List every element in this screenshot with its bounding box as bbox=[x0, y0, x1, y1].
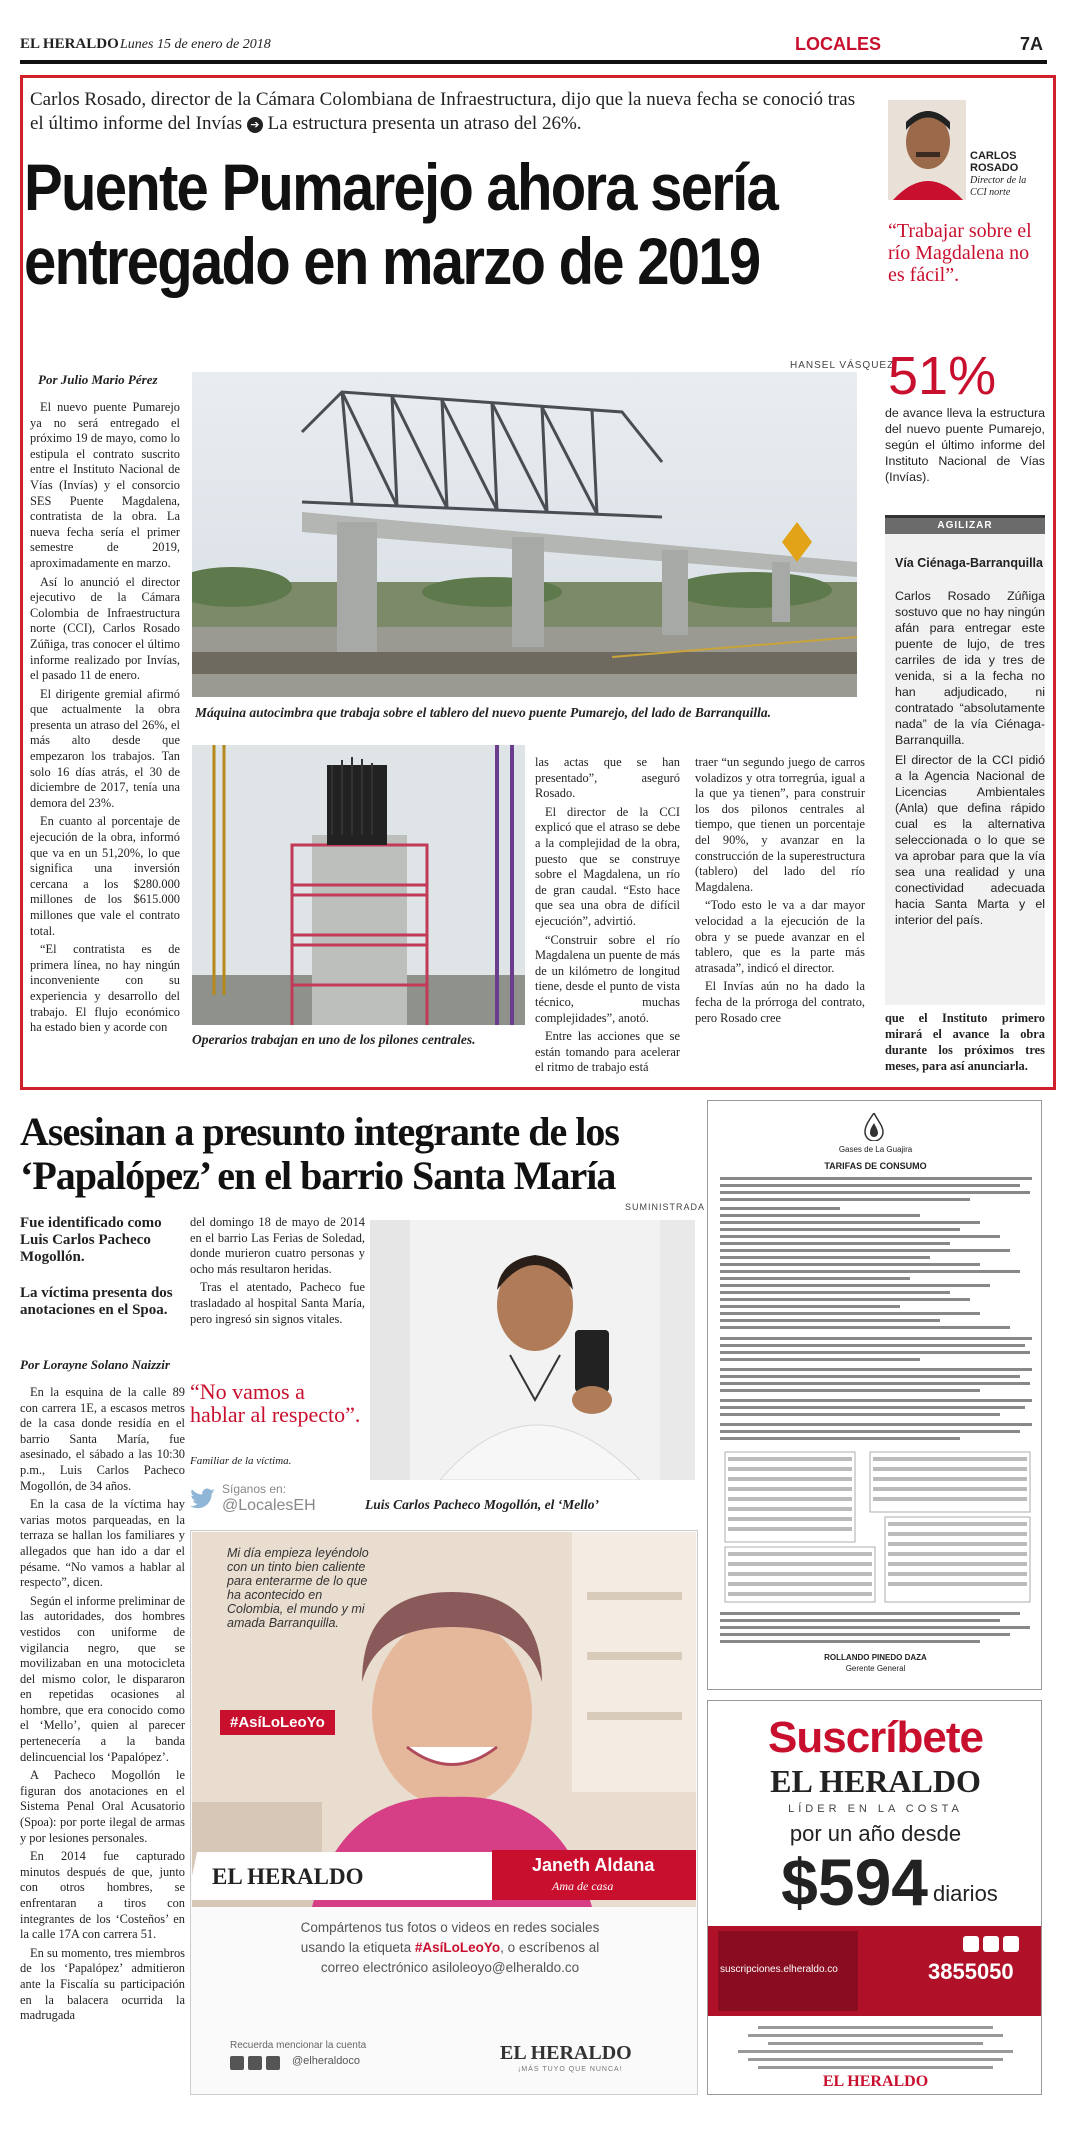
subscribe-fineprint bbox=[738, 2026, 1013, 2076]
promo-instructions: Compártenos tus fotos o videos en redes sociales usando la etiqueta #AsíLoLeoYo, o escríbenos al correo electrónico asiloleoyo@elheraldo.co bbox=[210, 1918, 690, 1978]
story2-quote-source: Familiar de la víctima. bbox=[190, 1455, 292, 1467]
source-name: CARLOS ROSADO bbox=[970, 150, 1019, 174]
follow-twitter[interactable] bbox=[190, 1480, 365, 1520]
promo-footer-slogan: ¡MÁS TUYO QUE NUNCA! bbox=[518, 2066, 623, 2073]
story2-column-1: En la esquina de la calle 89 con carrera 1E, a escasos metros de la casa donde residía en el barrio Santa María, fue asesinado, el sábado a las 10:30 p.m., Luis Carlos Pacheco Mogollón, de 34 años. En la casa de la víctima hay varias motos parqueadas, en la terraza se hallan los familiares y allegados que han ido a dar el pésame. “No vamos a hablar al respecto”, dicen. Según el informe preliminar de las autoridades, dos hombres vestidos con uniforme de vigilancia negro, que se movilizaban en una motocicleta del mismo color, le dispararon en repetidas ocasiones al hombre, que era conocido como el ‘Mello’, quien al parecer pertenecería a la banda delincuencial los ‘Papalópez’. A Pacheco Mogollón le figuran dos anotaciones en el Sistema Penal Oral Acusatorio (Spoa): por porte ilegal de armas y por lesiones personales. En 2014 fue capturado minutos después de que, junto con otros hombres, se enfrentaran a tiros con integrantes de los ‘Costeños’ en la calle 17A con carrera 51. En su momento, tres miembros de los ‘Papalópez’ admitieron ante la Fiscalía su participación en la balacera ocurrida la madrugada bbox=[20, 1385, 185, 2023]
issue-date: Lunes 15 de enero de 2018 bbox=[120, 37, 271, 52]
promo-hashtag: #AsíLoLeoYo bbox=[220, 1710, 335, 1735]
promo-footer-logo: EL HERALDO bbox=[500, 2042, 632, 2064]
subscribe-price: $594 bbox=[781, 1845, 928, 1919]
story1-deck: Carlos Rosado, director de la Cámara Colombiana de Infraestructura, dijo que la nueva fecha se conoció tras el último informe del Invías ➔ La estructura presenta un atraso del 26%. bbox=[30, 89, 856, 134]
promo-quote: Mi día empieza leyéndolo con un tinto bien caliente para enterarme de lo que ha acontecido en Colombia, el mundo y mi amada Barranquilla. bbox=[227, 1546, 369, 1630]
story2-column-2: del domingo 18 de mayo de 2014 en el barrio Las Ferias de Soledad, donde murieron cuatro personas y ocho más resultaron heridas. Tras el atentado, Pacheco fue trasladado al hospital Santa María, pero ingresó sin signos vitales. bbox=[190, 1215, 365, 1326]
instagram-icon[interactable] bbox=[248, 2056, 262, 2070]
photo-credit: HANSEL VÁSQUEZ bbox=[790, 360, 895, 371]
story1-column-2: las actas que se han presentado”, aseguró Rosado. El director de la CCI explicó que el atraso se debe a la complejidad de la obra, puesto que se construye sobre el Magdalena, un río de gran caudal. “Esto hace que sea una obra de difícil ejecución”, advirtió. “Construir sobre el río Magdalena un puente de más de un kilómetro de longitud tiene, desde el punto de vista técnico, muchas complejidades”, anotó. Entre las acciones que se están tomando para acelerar el ritmo de trabajo está bbox=[535, 755, 680, 1075]
progress-percent: 51% bbox=[888, 346, 997, 406]
story1-column-1: El nuevo puente Pumarejo ya no será entregado el próximo 19 de mayo, como lo estipula el contrato suscrito entre el Instituto Nacional de Vías (Invías) y el consorcio SES Puente Magdalena, contratista de la obra. La nueva fecha sería el primer semestre de 2019, aproximadamente en marzo. Así lo anunció el director ejecutivo de la Cámara Colombia de Infraestructura norte (CCI), Carlos Rosado Zúñiga, tras conocer el último informe realizado por Invías, el pasado 11 de enero. El dirigente gremial afirmó que actualmente la obra presenta un atraso del 26%, el más alto desde que empezaron los trabajos. Tan solo 16 días atrás, el 30 de diciembre de 2017, tenía una demora del 23%. En cuanto al porcentaje de ejecución de la obra, informó que va en un 51,20%, lo que significa una inversión cercana a los $280.000 millones de los $615.000 millones que vale el contrato total. “El contratista es de primera línea, no hay ningún inconveniente con su experiencia y desarrollo del trabajo. El flujo económico ha estado bien y acorde con bbox=[30, 400, 180, 1035]
subscribe-footer: EL HERALDO bbox=[822, 2073, 929, 2090]
page-header bbox=[20, 34, 1047, 64]
subscribe-email[interactable]: suscripciones.elheraldo.co bbox=[720, 1964, 838, 1975]
subscribe-title: Suscríbete bbox=[768, 1713, 983, 1762]
photo-caption-3: Luis Carlos Pacheco Mogollón, el ‘Mello’ bbox=[365, 1497, 599, 1512]
subscribe-ad[interactable] bbox=[707, 1700, 1042, 2095]
victim-selfie-photo[interactable] bbox=[370, 1220, 695, 1480]
twitter-bird-icon bbox=[190, 1488, 216, 1510]
subscribe-unit: diarios bbox=[933, 1881, 998, 1906]
story2-byline: Por Lorayne Solano Naizzir bbox=[20, 1357, 170, 1372]
follow-label: Síganos en: bbox=[222, 1482, 287, 1496]
gas-fineprint bbox=[720, 1177, 1032, 1677]
bridge-construction-photo[interactable] bbox=[192, 372, 857, 697]
subscribe-phone[interactable]: 3855050 bbox=[928, 1959, 1014, 1984]
flame-icon bbox=[863, 1113, 885, 1141]
photo2-credit: SUMINISTRADA bbox=[625, 1202, 706, 1212]
promo-photo[interactable] bbox=[192, 1532, 696, 1907]
arrow-right-icon: ➔ bbox=[247, 117, 263, 133]
story2-kicker-1: Fue identificado como Luis Carlos Pacheco Mogollón. bbox=[20, 1215, 162, 1265]
promo-paper-logo: EL HERALDO bbox=[212, 1864, 364, 1889]
story1-byline: Por Julio Mario Pérez bbox=[38, 372, 158, 387]
pull-quote: “Trabajar sobre el río Magdalena no es fácil”. bbox=[888, 220, 1032, 286]
sidebar-box-label: AGILIZAR bbox=[885, 518, 1045, 534]
promo-email[interactable]: correo electrónico asiloleoyo@elheraldo.co bbox=[320, 1960, 580, 1975]
follow-handle[interactable]: @LocalesEH bbox=[222, 1497, 316, 1514]
sidebar-box-title: Vía Ciénaga-Barranquilla bbox=[895, 556, 1043, 570]
social-icons bbox=[230, 2056, 290, 2070]
subscribe-line: por un año desde bbox=[789, 1821, 962, 1846]
facebook-icon[interactable] bbox=[230, 2056, 244, 2070]
sidebar-box-text: Carlos Rosado Zúñiga sostuvo que no hay ningún afán para entregar este puente de lujo, de tres carriles de ida y tres de venida, si a la fecha no han adjudicado, ni contratado “absolutamente nada” de la vía Ciénaga-Barranquilla. El director de la CCI pidió a la Agencia Nacional de Licencias Ambientales (Anla) que defina rápido cual es la alternativa seleccionada o lo que se va aprobar para que la vía sea una realidad y una conectividad adecuada hacia Santa Marta y el interior del país. bbox=[895, 589, 1045, 927]
promo-hashtag-link[interactable]: #AsíLoLeoYo bbox=[414, 1940, 501, 1955]
source-role: Director de la CCI norte bbox=[970, 175, 1027, 198]
story1-column-4: que el Instituto primero mirará el avance la obra durante los próximos tres meses, para así anunciarla. bbox=[885, 1011, 1045, 1073]
gas-tariff-notice bbox=[707, 1100, 1042, 1690]
facebook-icon[interactable] bbox=[963, 1936, 979, 1952]
paper-name: EL HERALDO bbox=[20, 36, 119, 52]
carlos-rosado-portrait bbox=[888, 100, 966, 200]
twitter-icon[interactable] bbox=[266, 2056, 280, 2070]
pylon-workers-photo[interactable] bbox=[192, 745, 525, 1025]
promo-handle[interactable]: @elheraldoco bbox=[292, 2055, 361, 2067]
photo-caption-2: Operarios trabajan en uno de los pilones centrales. bbox=[192, 1032, 476, 1047]
subscribe-social-icons bbox=[963, 1936, 1019, 1952]
twitter-icon[interactable] bbox=[983, 1936, 999, 1952]
section-name: LOCALES bbox=[795, 34, 882, 54]
instagram-icon[interactable] bbox=[1003, 1936, 1019, 1952]
page-number: 7A bbox=[1019, 34, 1043, 54]
progress-description: de avance lleva la estructura del nuevo puente Pumarejo, según el último informe del Instituto Nacional de Vías (Invías). bbox=[885, 406, 1045, 484]
subscribe-slogan: LÍDER EN LA COSTA bbox=[788, 1803, 963, 1815]
photo-caption-1: Máquina autocimbra que trabaja sobre el tablero del nuevo puente Pumarejo, del lado de Barranquilla. bbox=[195, 705, 772, 720]
promo-person-role: Ama de casa bbox=[552, 1879, 614, 1893]
promo-footer bbox=[200, 2040, 690, 2080]
story2-headline[interactable]: Asesinan a presunto integrante de los ‘Papalópez’ en el barrio Santa María bbox=[20, 1109, 619, 1198]
story1-headline[interactable]: Puente Pumarejo ahora sería entregado en marzo de 2019 bbox=[24, 150, 778, 298]
story2-pull-quote: “No vamos a hablar al respecto”. bbox=[190, 1379, 361, 1427]
subscribe-paper: EL HERALDO bbox=[770, 1763, 981, 1799]
promo-remember: Recuerda mencionar la cuenta bbox=[230, 2040, 367, 2051]
story1-column-3: traer “un segundo juego de carros voladizos y otra torregrúa, igual a la que ya tienen”, para construir los dos pilonos centrales al tiempo, que tienen un porcentaje del 90%, y avanzar en la construcción de la superestructura (tablero) del lado del río Magdalena. “Todo esto le va a dar mayor velocidad a la ejecución de la obra y se puede avanzar en el tablero, que es la parte más atrasada”, indicó el director. El Invías aún no ha dado la fecha de la prórroga del contrato, pero Rosado cree bbox=[695, 755, 865, 1025]
promo-person-name: Janeth Aldana bbox=[532, 1855, 655, 1875]
gas-manager-title: Gerente General bbox=[845, 1664, 906, 1673]
gas-title: TARIFAS DE CONSUMO bbox=[824, 1161, 927, 1171]
gas-manager: ROLLANDO PINEDO DAZA bbox=[824, 1653, 927, 1662]
gas-company: Gases de La Guajira bbox=[838, 1145, 913, 1154]
story2-kicker-2: La víctima presenta dos anotaciones en el Spoa. bbox=[20, 1285, 173, 1318]
